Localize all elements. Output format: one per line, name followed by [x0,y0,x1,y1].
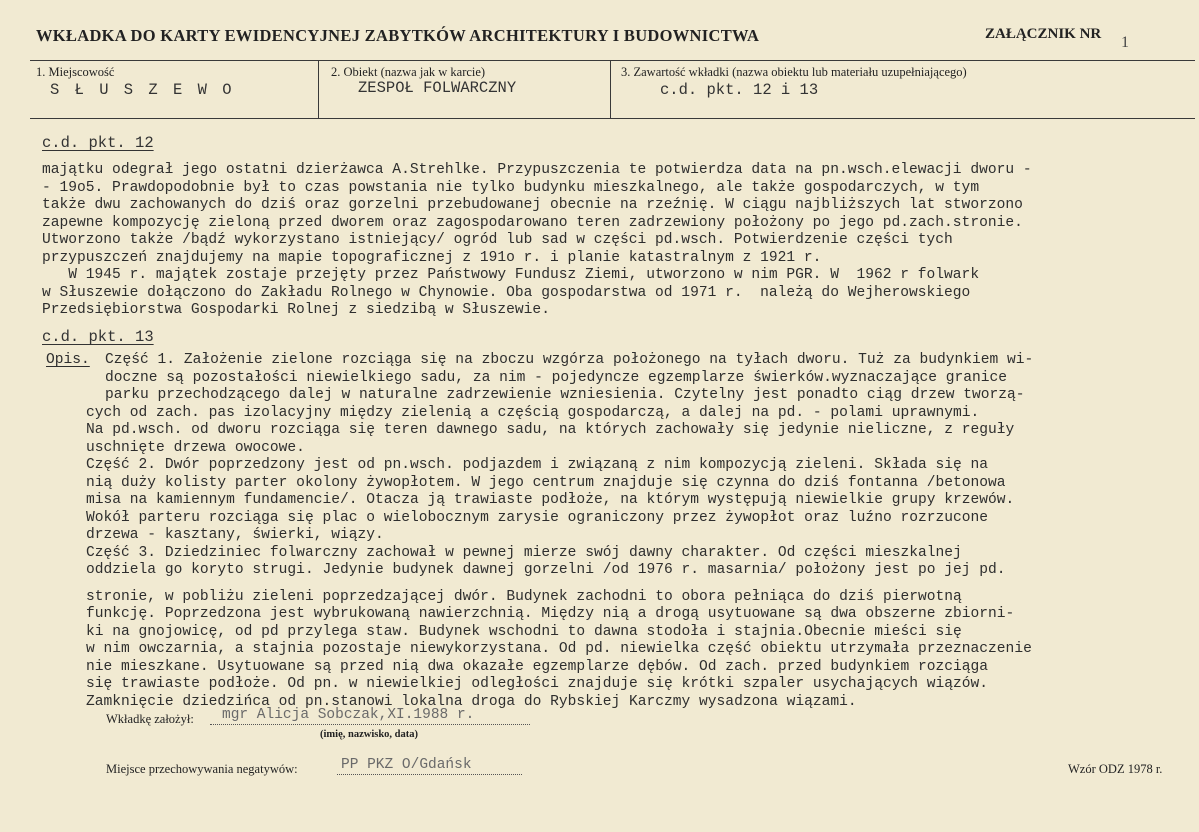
typed-line: Część 2. Dwór poprzedzony jest od pn.wsch. podjazdem i związaną z nim kompozycją zieleni. Składa się na [86,457,989,473]
typed-line: Utworzono także /bądź wykorzystano istniejący/ ogród lub sad w części pd.wsch. Potwierdzenie części tych [42,232,953,248]
typed-line: w nim owczarnia, a stajnia pozostaje niewykorzystana. Od pd. niewielka część obiektu utrzymała przeznaczenie [86,641,1032,657]
locality-label: 1. Miejscowość [36,65,115,79]
section-13-heading: c.d. pkt. 13 [42,328,154,346]
founded-dotted-line [210,724,530,725]
typed-line: Wokół parteru rozciąga się plac o wielobocznym zarysie ograniczony przez żywopłot oraz luźno rozrzucone [86,509,989,526]
storage-value: PP PKZ O/Gdańsk [341,757,472,773]
document-title: WKŁADKA DO KARTY EWIDENCYJNEJ ZABYTKÓW ARCHITEKTURY I BUDOWNICTWA [36,26,760,45]
founded-label: Wkładkę założył: [106,712,194,726]
annex-number: 1 [1121,34,1129,51]
header-divider-top [30,60,1195,61]
typed-line: misa na kamiennym fundamencie/. Otacza ją trawiaste podłoże, na którym występują niewielkie grupy krzewów. [86,492,1015,508]
typed-line: uschnięte drzewa owocowe. [86,439,305,456]
founded-value: mgr Alicja Sobczak,XI.1988 r. [222,707,475,723]
contents-label: 3. Zawartość wkładki (nazwa obiektu lub materiału uzupełniającego) [621,65,967,79]
opis-label: Opis. [46,352,90,368]
typed-line: nią duży kolisty parter okolony żywopłotem. W jego centrum znajduje się czynna do dziś fontanna /betonowa [86,474,1006,491]
object-label: 2. Obiekt (nazwa jak w karcie) [331,65,486,79]
annex-label: ZAŁĄCZNIK NR [985,26,1102,42]
typed-line: oddziela go koryto strugi. Jedynie budynek dawnej gorzelni /od 1976 r. masarnia/ położony jest po jej pd. [86,562,1006,578]
typed-line: zapewne kompozycję zieloną przed dworem oraz zagospodarowano teren zadrzewiony położony po jego pd.zach.stronie. [42,214,1023,231]
locality-value: S Ł U S Z E W O [50,81,235,99]
fields-divider-bottom [30,118,1195,119]
section-12-heading: c.d. pkt. 12 [42,134,154,152]
typed-line: doczne są pozostałości niewielkiego sadu, za nim - pojedyncze egzemplarze świerków.wyznaczające granice [105,369,1008,386]
typed-line: się trawiaste podłoże. Od pn. w niewielkiej odległości znajduje się krótki szpaler usychających wiązów. [86,676,989,692]
storage-dotted-line [337,774,522,775]
typed-line: W 1945 r. majątek zostaje przejęty przez Państwowy Fundusz Ziemi, utworzono w nim PGR. W 1962 r folwark [42,267,980,283]
typed-line: Część 3. Dziedziniec folwarczny zachował w pewnej mierze swój dawny charakter. Od części mieszkalnej [86,544,962,561]
typed-line: Część 1. Założenie zielone rozciąga się na zboczu wzgórza położonego na tyłach dworu. Tuż za budynkiem wi- [105,352,1034,368]
typed-line: Zamknięcie dziedzińca od pn.stanowi lokalna droga do Rybskiej Karczmy wysadzona wiązami. [86,693,857,710]
contents-value: c.d. pkt. 12 i 13 [660,81,819,99]
typed-line: nie mieszkane. Usytuowane są przed nią dwa okazałe egzemplarze dębów. Od zach. przed budynkiem rozciąga [86,658,989,675]
typed-line: ki na gnojowicę, od pd przylega staw. Budynek wschodni to dawna stodoła i stajnia.Obecnie mieści się [86,623,962,640]
typed-line: parku przechodzącego dalej w naturalne zadrzewienie wzniesienia. Czytelny jest ponadto ciąg drzew tworzą- [105,387,1025,403]
typed-line: Na pd.wsch. od dworu rozciąga się teren dawnego sadu, na których zachowały się jedynie nieliczne, z reguły [86,422,1015,438]
founded-hint: (imię, nazwisko, data) [320,729,418,740]
field-divider-1 [318,60,319,118]
typed-line: - 19o5. Prawdopodobnie był to czas powstania nie tylko budynku mieszkalnego, ale także gospodarczych, w tym [42,179,980,196]
typed-line: przypuszczeń znajdujemy na mapie topograficznej z 191o r. i planie katastralnym z 1921 r. [42,249,822,266]
typed-line: także dwu zachowanych do dziś oraz gorzelni przebudowanej obecnie na rzeźnię. W ciągu najbliższych lat stworzono [42,197,1023,213]
typed-line: cych od zach. pas izolacyjny między zielenią a częścią gospodarczą, a dalej na pd. - polami uprawnymi. [86,404,980,421]
object-value: ZESPOŁ FOLWARCZNY [358,79,517,97]
typed-line: drzewa - kasztany, świerki, wiązy. [86,527,384,543]
form-version: Wzór ODZ 1978 r. [1068,762,1163,776]
typed-line: majątku odegrał jego ostatni dzierżawca A.Strehlke. Przypuszczenia te potwierdza data na pn.wsch.elewacji dworu - [42,162,1032,178]
section-12-body [42,162,1032,320]
field-divider-2 [610,60,611,118]
storage-label: Miejsce przechowywania negatywów: [106,762,298,776]
typed-line: w Słuszewie dołączono do Zakładu Rolnego w Chynowie. Oba gospodarstwa od 1971 r. należą do Wejherowskiego [42,284,971,301]
section-13-body [86,352,1034,711]
typed-line: stronie, w pobliżu zieleni poprzedzającej dwór. Budynek zachodni to obora pełniąca do dziś pierwotną [86,588,962,605]
typed-line: Przedsiębiorstwa Gospodarki Rolnej z siedzibą w Słuszewie. [42,302,550,318]
typed-line: funkcję. Poprzedzona jest wybrukowaną nawierzchnią. Między nią a drogą usytuowane są dwa obszerne zbiorni- [86,606,1015,622]
line-gap [105,580,1033,589]
